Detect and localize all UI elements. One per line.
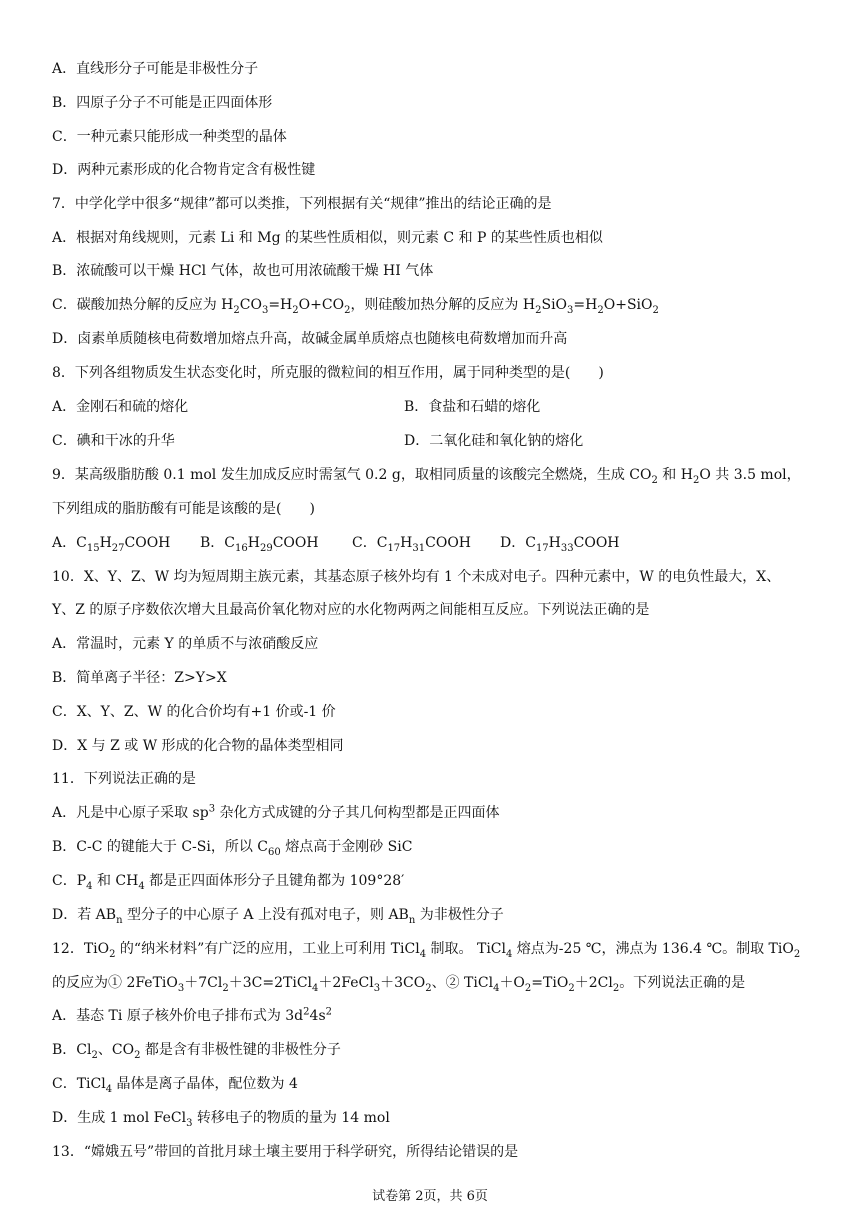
q9-option-b: B．$C_{16}H_{29}COOH$: [200, 535, 319, 554]
q7-option-c: C．碳酸加热分解的反应为 $H_2CO_3=H_2O+CO_2$，则硅酸加热分解的反应为 $H_2SiO_3=H_2O+SiO_2$: [52, 297, 659, 316]
q8-options-row-2: [52, 431, 820, 451]
q9-stem-line-1: 9．某高级脂肪酸 0.1 mol 发生加成反应时需氢气 0.2 g，取相同质量的该酸完全燃烧，生成 $CO_2$ 和 $H_2O$ 共 3.5 mol，: [52, 467, 801, 486]
q11-option-c: C．$P_4$ 和 $CH_4$ 都是正四面体形分子且键角都为 109°28′: [52, 873, 405, 892]
q12-stem-line-2: 的反应为① $2FeTiO_3+7Cl_2+3C=2TiCl_4+2FeCl_3+3CO_2$、② $TiCl_4+O_2=TiO_2+2Cl_2$。下列说法正确的是: [52, 975, 746, 994]
q8-option-c: C．碘和干冰的升华: [52, 433, 175, 449]
q12-option-d: D．生成 1 mol FeCl$_3$ 转移电子的物质的量为 14 mol: [52, 1110, 390, 1129]
q10-stem-line-2: Y、Z 的原子序数依次增大且最高价氧化物对应的水化物两两之间能相互反应。下列说法正确的是: [52, 602, 650, 618]
q13-stem: 13．“嫦娥五号”带回的首批月球土壤主要用于科学研究，所得结论错误的是: [52, 1144, 519, 1160]
q9-stem-line-2: 下列组成的脂肪酸有可能是该酸的是( ): [52, 501, 315, 517]
q8-option-d: D．二氧化硅和氧化钠的熔化: [404, 433, 584, 449]
q8-option-a: A．金刚石和硫的熔化: [52, 399, 189, 415]
q7-option-b: B．浓硫酸可以干燥 HCl 气体，故也可用浓硫酸干燥 HI 气体: [52, 263, 434, 279]
q7-option-a: A．根据对角线规则，元素 Li 和 Mg 的某些性质相似，则元素 C 和 P 的某些性质也相似: [52, 230, 603, 246]
q12-option-b: B．$Cl_2$、$CO_2$ 都是含有非极性键的非极性分子: [52, 1042, 341, 1061]
q8-options-row-1: [52, 397, 820, 417]
q6-option-b: B．四原子分子不可能是正四面体形: [52, 95, 273, 111]
q9-option-a: A．$C_{15}H_{27}COOH$: [52, 535, 171, 554]
q6-option-d: D．两种元素形成的化合物肯定含有极性键: [52, 162, 316, 178]
q12-option-a: A．基态 Ti 原子核外价电子排布式为 $3d^24s^2$: [52, 1006, 332, 1024]
q11-option-a: A．凡是中心原子采取 $sp^3$ 杂化方式成键的分子其几何构型都是正四面体: [52, 803, 500, 821]
page-footer: 试卷第 2页，共 6页: [372, 1189, 488, 1204]
q11-option-d: D．若 $AB_n$ 型分子的中心原子 A 上没有孤对电子，则 $AB_n$ 为非极性分子: [52, 907, 504, 926]
q11-stem: 11．下列说法正确的是: [52, 771, 196, 787]
q10-option-d: D．X 与 Z 或 W 形成的化合物的晶体类型相同: [52, 738, 344, 754]
q8-option-b: B．食盐和石蜡的熔化: [404, 399, 541, 415]
q11-option-b: B．C-C 的键能大于 C-Si，所以 $C_{60}$ 熔点高于金刚砂 SiC: [52, 839, 413, 858]
q10-option-c: C．X、Y、Z、W 的化合价均有+1 价或-1 价: [52, 704, 336, 720]
q10-stem-line-1: 10．X、Y、Z、W 均为短周期主族元素，其基态原子核外均有 1 个未成对电子。四种元素中，W 的电负性最大，X、: [52, 569, 781, 585]
q8-stem: 8．下列各组物质发生状态变化时，所克服的微粒间的相互作用，属于同种类型的是( ): [52, 365, 604, 381]
q9-options: [52, 533, 820, 553]
q9-option-d: D．$C_{17}H_{33}COOH$: [500, 535, 620, 554]
q7-stem: 7．中学化学中很多“规律”都可以类推，下列根据有关“规律”推出的结论正确的是: [52, 196, 552, 212]
q9-option-c: C．$C_{17}H_{31}COOH$: [352, 535, 472, 554]
q6-option-a: A．直线形分子可能是非极性分子: [52, 61, 259, 77]
q12-option-c: C．TiCl$_4$ 晶体是离子晶体，配位数为 4: [52, 1076, 298, 1095]
q10-option-a: A．常温时，元素 Y 的单质不与浓硝酸反应: [52, 636, 319, 652]
q12-stem-line-1: 12．TiO$_2$ 的“纳米材料”有广泛的应用，工业上可利用 TiCl$_4$ 制取。 TiCl$_4$ 熔点为-25 ℃，沸点为 136.4 ℃。制取 TiO$_2$: [52, 941, 801, 960]
q7-option-d: D．卤素单质随核电荷数增加熔点升高，故碱金属单质熔点也随核电荷数增加而升高: [52, 331, 568, 347]
q10-option-b: B．简单离子半径：Z>Y>X: [52, 670, 227, 686]
q6-option-c: C．一种元素只能形成一种类型的晶体: [52, 129, 287, 145]
